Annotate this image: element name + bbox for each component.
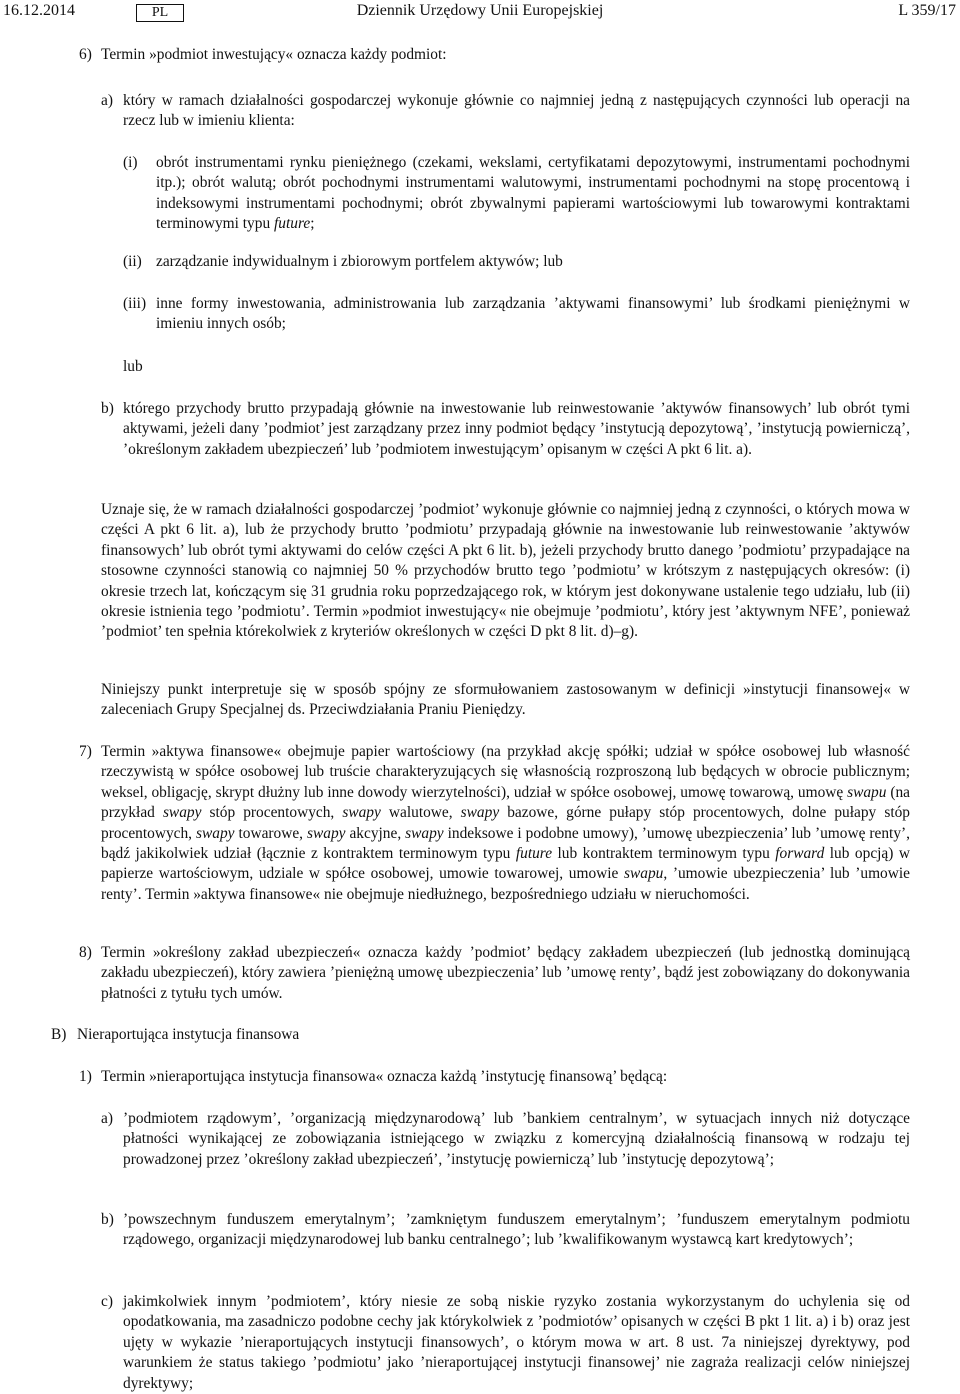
section-b-letter-c-marker: c): [101, 1293, 113, 1310]
text-run-italic: swapy: [307, 824, 346, 842]
section-b-a-text: ’podmiotem rządowym’, ’organizacją międzynarodową’ lub ’bankiem centralnym’, w sytuacjach innych niż dotyczące płatności wynikającej ze zobowiązania istniejącego w związku z komercyjną działalnością finansową w rodzaju tej prowadzonej przez ’określony zakład ubezpieczeń’, ’instytucję powierniczą’ lub ’instytucję depozytową’;: [123, 1110, 910, 1168]
roman-i-marker: (i): [123, 154, 138, 171]
point-6-paragraph-1: Uznaje się, że w ramach działalności gospodarczej ’podmiot’ wykonuje głównie co najmniej jedną z czynności, o których mowa w części A pkt 6 lit. a), lub że przychody brutto ’podmiotu’ przypadają głównie na inwestowanie lub reinwestowanie ’aktywów finansowych’ lub obrót tymi aktywami do celów części A pkt 6 lit. b), jeżeli przychody brutto danego ’podmiotu’ przypadające na stosowne czynności stanowią co najmniej 50 % przychodów brutto tego ’podmiotu’ w krótszym z następujących okresów: (i) okresie trzech lat, kończącym się 31 grudnia roku poprzedzającego rok, w którym jest dokonywane ustalenie tego udziału, lub (ii) okresie istnienia tego ’podmiotu’. Termin »podmiot inwestujący« nie obejmuje ’podmiotu’, który jest ’aktywnym NFE’, ponieważ ’podmiot’ ten spełnia którekolwiek z kryteriów określonych w części D pkt 8 lit. d)–g).: [101, 501, 910, 641]
publication-date: 16.12.2014: [3, 2, 75, 19]
point-6-b-text: którego przychody brutto przypadają głównie na inwestowanie lub reinwestowanie ’aktywów finansowych’ lub obrót tymi aktywami, jeżeli dany ’podmiot’ jest zarządzany przez inny podmiot będący ’instytucją depozytową’, ’instytucją powierniczą’, ’określonym zakładem ubezpieczeń’ lub ’podmiotem inwestującym’ opisanym w części A pkt 6 lit. a).: [123, 400, 910, 458]
section-b-marker: B): [51, 1026, 67, 1043]
text-run-italic: swapy: [162, 804, 202, 822]
text-run: (na przykład: [101, 783, 910, 822]
conjunction-lub: lub: [123, 358, 143, 375]
text-run: walutowe,: [380, 804, 461, 822]
roman-iii-marker: (iii): [123, 295, 147, 312]
letter-a-marker: a): [101, 92, 113, 109]
text-run-italic: future: [274, 215, 311, 233]
section-b-letter-a-marker: a): [101, 1110, 113, 1127]
section-b-title: Nieraportująca instytucja finansowa: [77, 1026, 300, 1043]
point-number-6: 6): [79, 46, 92, 63]
point-6-a-ii-text: zarządzanie indywidualnym i zbiorowym portfelem aktywów; lub: [156, 253, 563, 270]
section-b-point-1-number: 1): [79, 1068, 92, 1085]
text-run: , ’umowie ubezpieczenia’ lub ’umowie renty’. Termin »aktywa finansowe« nie obejmuje niedłużnego, bezpośredniego udziału w nieruchomości.: [101, 865, 910, 903]
text-run-italic: swapy: [460, 804, 500, 822]
text-run: bazowe, górne pułapy stóp procentowych, dolne pułapy stóp procentowych,: [101, 804, 910, 842]
text-run: lub opcją) w papierze wartościowym, udziale w spółce osobowej, umowie towarowej, umowie: [101, 845, 910, 883]
point-6-intro: Termin »podmiot inwestujący« oznacza każdy podmiot:: [101, 46, 447, 63]
section-b-point-1-intro: Termin »nieraportująca instytucja finansowa« oznacza każdą ’instytucję finansową’ będącą:: [101, 1068, 668, 1085]
point-8-text: Termin »określony zakład ubezpieczeń« oznacza każdy ’podmiot’ będący zakładem ubezpieczeń (lub jednostką dominującą zakładu ubezpieczeń), który zawiera ’pieniężną umowę ubezpieczenia’ lub ’umowę renty’, bądź jest zobowiązany do dokonywania płatności z tytułu tych umów.: [101, 944, 910, 1002]
text-run: ;: [310, 215, 315, 233]
language-badge: PL: [136, 4, 184, 22]
text-run-italic: swapu: [624, 865, 664, 883]
point-number-8: 8): [79, 944, 92, 961]
section-b-c-text: jakimkolwiek innym ’podmiotem’, który niesie ze sobą niskie ryzyko zostania wykorzystanym do uchylenia się od opodatkowania, ma zasadniczo podobne cechy jak którykolwiek z ’podmiotów’ opisanych w części B pkt 1 lit. a) i b) oraz jest ujęty w wykazie ’nieraportujących instytucji finansowych’, o którym mowa w art. 8 ust. 7a niniejszej dyrektywy, pod warunkiem że status takiego ’podmiotu’ jako ’nieraportującej instytucji finansowej’ nie zagraża realizacji celów niniejszej dyrektywy;: [123, 1293, 910, 1392]
letter-b-marker: b): [101, 400, 114, 417]
point-6-paragraph-2: Niniejszy punkt interpretuje się w sposób spójny ze sformułowaniem zastosowanym w definicji »instytucji finansowej« w zaleceniach Grupy Specjalnej ds. Przeciwdziałania Praniu Pieniędzy.: [101, 681, 910, 719]
text-run: obrót instrumentami rynku pieniężnego (czekami, wekslami, certyfikatami depozytowymi, instrumentami pochodnymi itp.); obrót walutą; obrót pochodnymi instrumentami walutowymi, instrumentami pochodnymi na stopę procentową i indeksowymi instrumentami pochodnymi; obrót zbywalnymi papierami wartościowymi lub towarowymi kontraktami terminowymi typu: [156, 154, 910, 233]
text-run: akcyjne,: [345, 824, 406, 842]
text-run-italic: swapu: [847, 783, 887, 801]
text-run-italic: swapy: [405, 824, 444, 842]
text-run: lub kontraktem terminowym typu: [552, 845, 776, 863]
point-6-a-text: który w ramach działalności gospodarczej wykonuje głównie co najmniej jedną z następujących czynności lub operacji na rzecz lub w imieniu klienta:: [123, 92, 910, 130]
text-run-italic: swapy: [196, 824, 235, 842]
roman-ii-marker: (ii): [123, 253, 142, 270]
text-run-italic: future: [515, 845, 553, 863]
section-b-b-text: ’powszechnym funduszem emerytalnym’; ’zamkniętym funduszem emerytalnym’; ’funduszem emerytalnym podmiotu rządowego, organizacji międzynarodowej lub banku centralnego’; lub ’kwalifikowanym wystawcą kart kredytowych’;: [123, 1211, 910, 1249]
text-run-italic: forward: [775, 845, 825, 863]
point-6-a-i-text: [156, 153, 910, 235]
point-6-a-iii-text: inne formy inwestowania, administrowania lub zarządzania ’aktywami finansowymi’ lub środkami pieniężnymi w imieniu innych osób;: [156, 295, 910, 333]
text-run: stóp procentowych,: [201, 804, 343, 822]
point-number-7: 7): [79, 743, 92, 760]
page-reference: L 359/17: [898, 2, 956, 19]
text-run: towarowe,: [234, 824, 307, 842]
text-run: Termin »aktywa finansowe« obejmuje papier wartościowy (na przykład akcję spółki; udział w spółce osobowej lub własność rzeczywistą w spółce osobowej lub truście charakteryzujących się własnością rozproszoną lub będących w obrocie publicznym; weksel, obligację, skrypt dłużny lub inne dowody wierzytelności), udział w spółce osobowej, umowę towarową, umowę: [101, 743, 910, 801]
text-run: indeksowe i podobne umowy), ’umowę ubezpieczenia’ lub ’umowę renty’, bądź jakikolwiek udział (łącznie z kontraktem terminowym typu: [101, 824, 910, 863]
point-7-text: [101, 742, 910, 905]
section-b-letter-b-marker: b): [101, 1211, 114, 1228]
text-run-italic: swapy: [342, 804, 381, 822]
journal-title: Dziennik Urzędowy Unii Europejskiej: [356, 2, 604, 19]
page-header: [0, 1, 956, 23]
